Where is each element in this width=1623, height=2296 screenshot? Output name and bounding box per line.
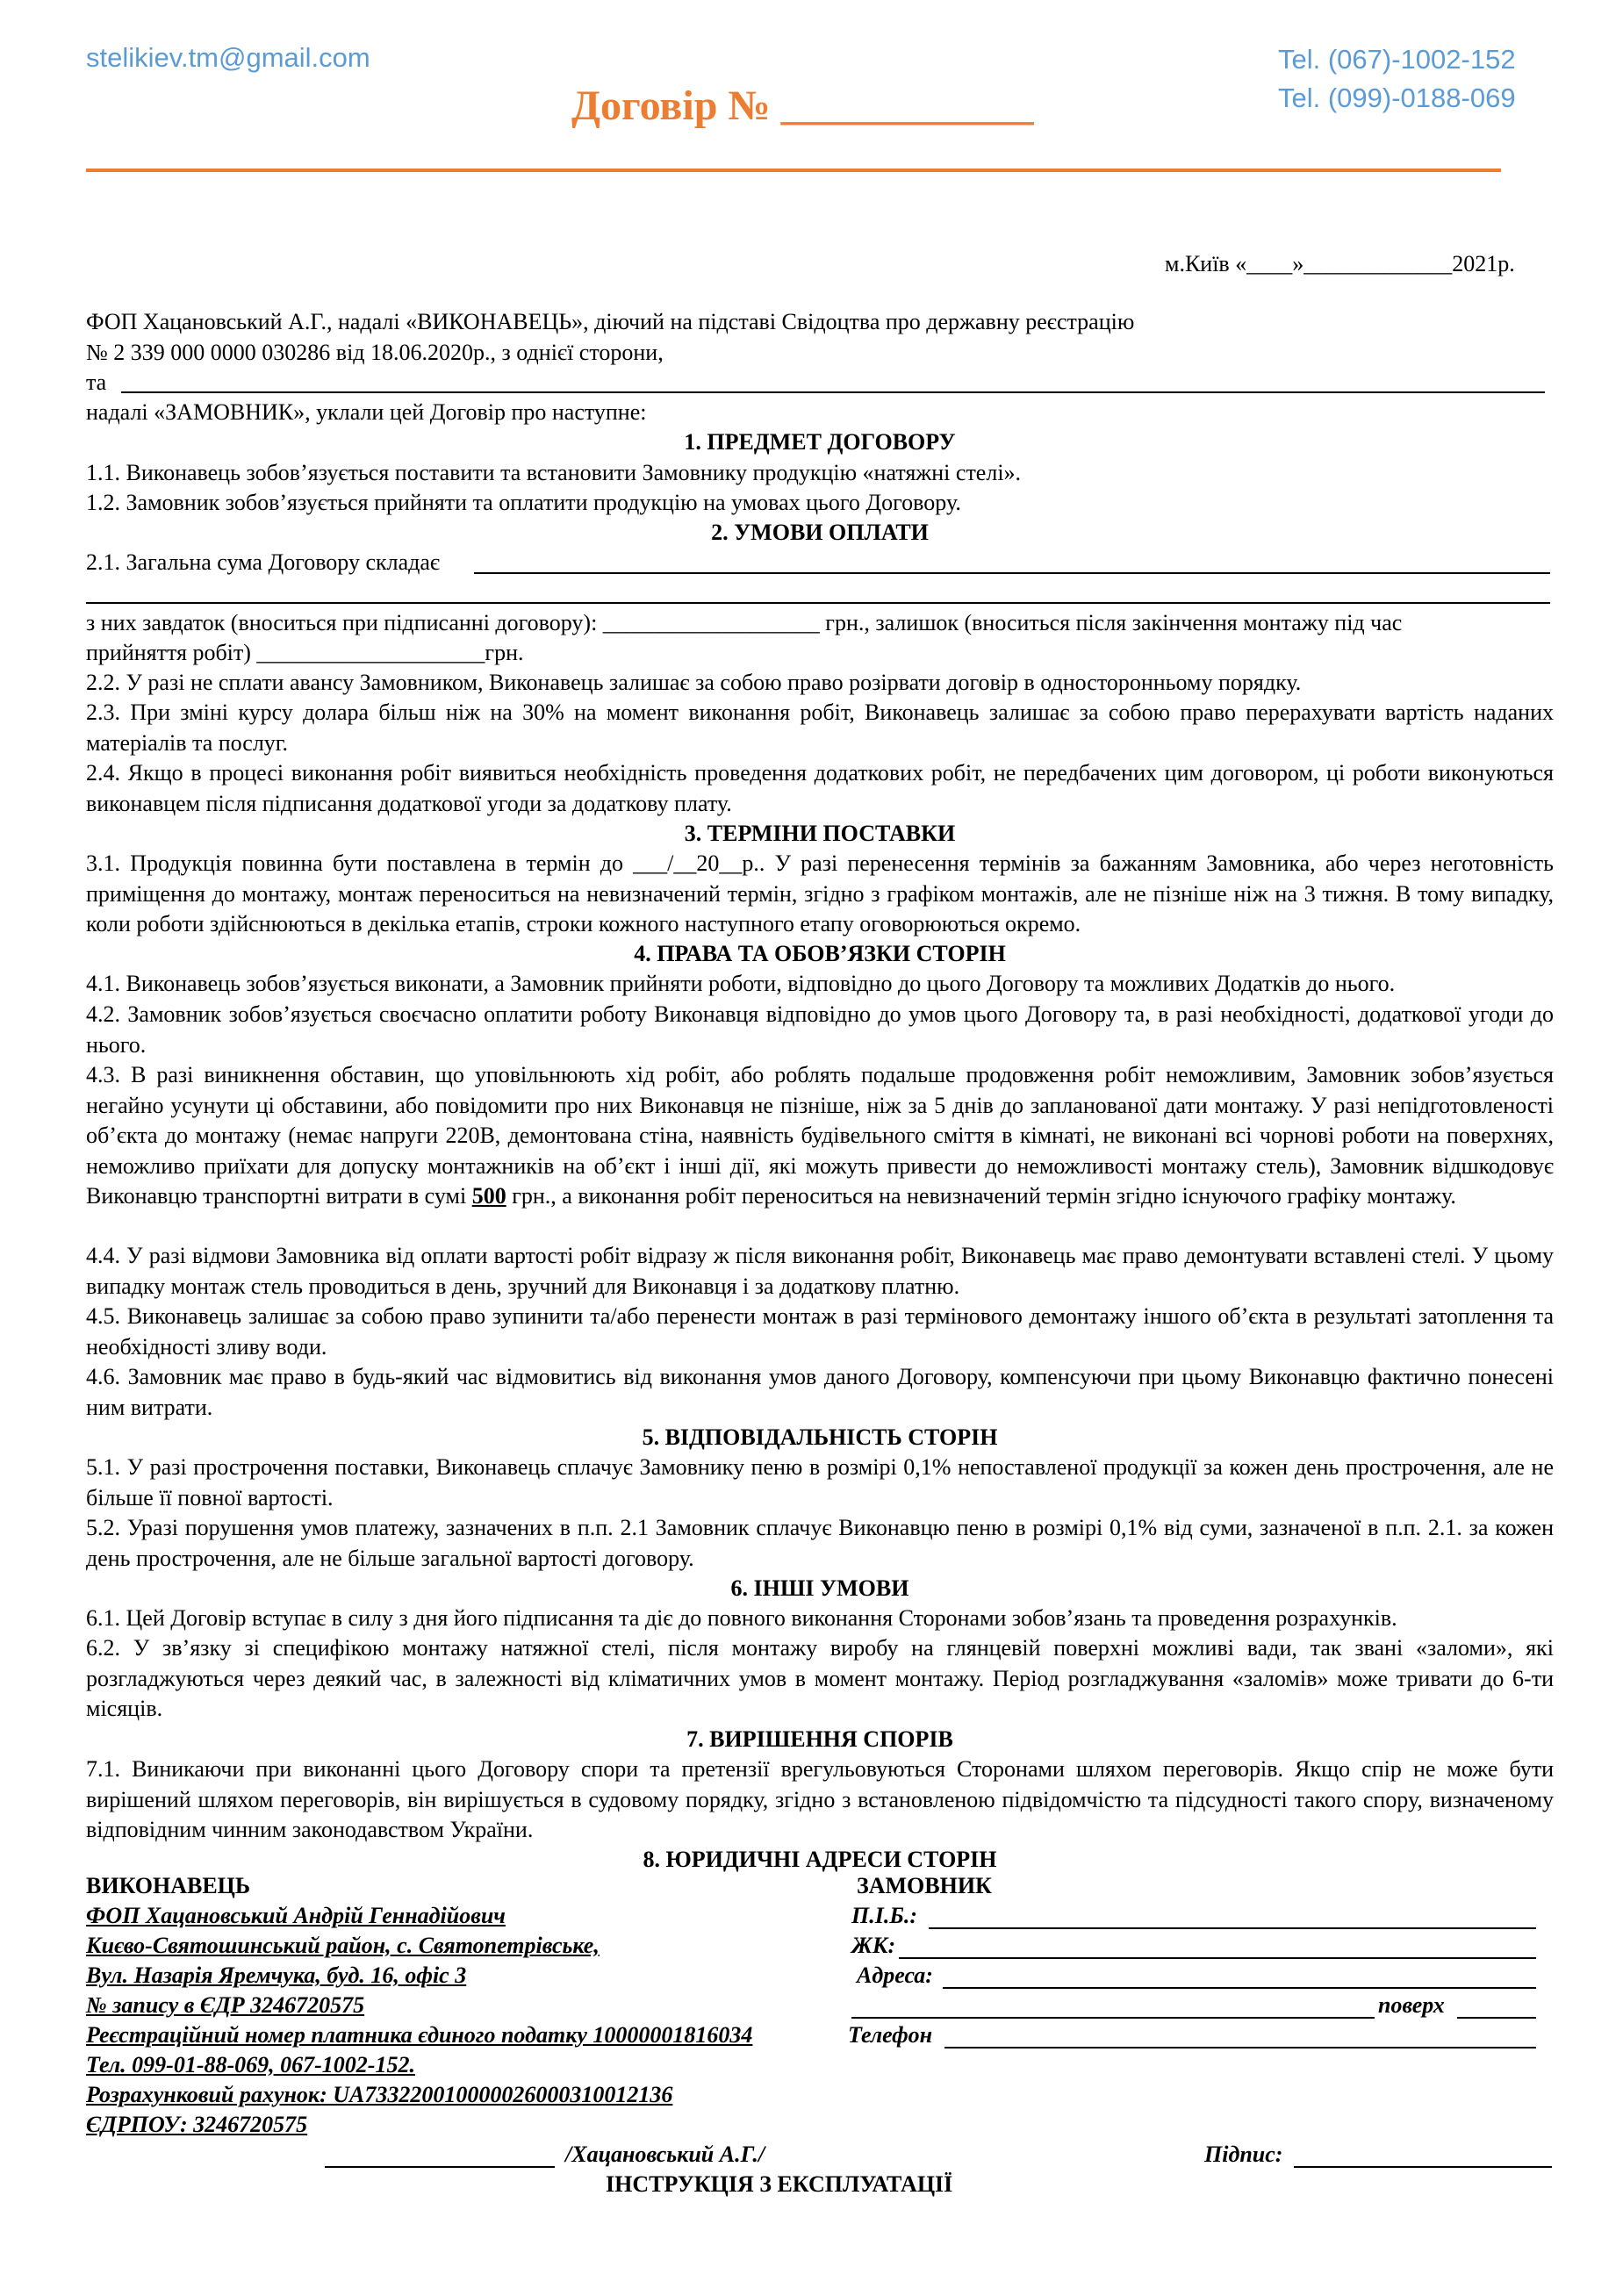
section-4-p4-text: 4.4. У разі відмови Замовника від оплати вартості робіт відразу ж після виконання робіт, Виконавець має право демонтувати вставлені стелі. У цьому випадку монтаж стель проводиться в день, зручний для Виконавця і за додаткову платню. [86, 1243, 1554, 1299]
section-1-p1: 1.1. Виконавець зобов’язується поставити та встановити Замовнику продукцію «натяжні стелі». [86, 460, 1022, 485]
section-4-p6 [86, 1362, 1554, 1423]
section-1-p2: 1.2. Замовник зобов’язується прийняти та оплатити продукцію на умовах цього Договору. [86, 490, 961, 515]
instructions-title: ІНСТРУКЦІЯ З ЕКСПЛУАТАЦІЇ [606, 2171, 953, 2197]
contractor-line-5: Реєстраційний номер платника єдиного податку 10000001816034 [86, 2022, 753, 2048]
section-2-p4 [86, 758, 1554, 819]
section-4-p4 [86, 1241, 1554, 1302]
section-2-p3 [86, 698, 1554, 758]
customer-address-label: Адреса: [857, 1962, 933, 1988]
section-4-p5-text: 4.5. Виконавець залишає за собою право зупинити та/або перенести монтаж в разі термінового демонтажу іншого об’єкта в результаті затоплення та необхідності зливу води. [86, 1303, 1554, 1360]
section-3-title: 3. ТЕРМІНИ ПОСТАВКИ [684, 821, 956, 846]
customer-heading: ЗАМОВНИК [857, 1873, 992, 1898]
section-4-p3-text-a: 4.3. В разі виникнення обставин, що уповільнюють хід робіт, або роблять подальше продовження робіт неможливим, Замовник зобов’язується негайно усунути ці обставини, або повідомити про них Виконавця не пізніше, ніж за 5 днів до запланованої дати монтажу. У разі непідготовленості об’єкта до монтажу (немає напруги 220В, демонтована стіна, наявність будівельного сміття в кімнаті, не виконані всі чорнові роботи на поверхнях, неможливо приїхати для допуску монтажників на об’єкт і інші дії, які можуть привести до неможливості монтажу стель), Замовник відшкодовує Виконавцю транспортні витрати в сумі [86, 1062, 1554, 1209]
section-8-title: 8. ЮРИДИЧНІ АДРЕСИ СТОРІН [643, 1847, 997, 1872]
section-4-p5 [86, 1302, 1554, 1362]
section-2-p2-text: 2.2. У разі не сплати авансу Замовником, Виконавець залишає за собою право розірвати договір в односторонньому порядку. [86, 670, 1302, 695]
section-4-title: 4. ПРАВА ТА ОБОВ’ЯЗКИ СТОРІН [634, 941, 1006, 966]
section-6-p2 [86, 1633, 1554, 1725]
contractor-line-1: ФОП Хацановський Андрій Геннадійович [86, 1903, 506, 1928]
transport-cost-amount: 500 [471, 1183, 506, 1209]
section-2-p1b-a: з них завдаток (вноситься при підписанні договору): ___________________ грн., залишок (вноситься після закінчення монтажу під час [86, 610, 1403, 635]
customer-zhk-blank[interactable] [899, 1957, 1536, 1959]
customer-address-blank-2[interactable] [851, 2017, 1375, 2019]
section-6-p2-text: 6.2. У зв’язку зі специфікою монтажу натяжної стелі, після монтажу виробу на глянцевій поверхні можливі вади, так звані «заломи», які розгладжуються через деякий час, в залежності від кліматичних умов в момент монтажу. Період розгладжування «заломів» може тривати до 6-ти місяців. [86, 1635, 1554, 1721]
contractor-signature-blank[interactable] [325, 2166, 555, 2168]
contractor-line-6: Тел. 099-01-88-069, 067-1002-152. [86, 2052, 415, 2077]
customer-floor-label: поверх [1378, 1992, 1445, 2018]
section-2-p1: 2.1. Загальна сума Договору складає [86, 549, 441, 575]
customer-signature-blank[interactable] [1294, 2166, 1552, 2168]
section-2-p1b-b: прийняття робіт) ____________________грн. [86, 640, 524, 665]
section-4-p3 [86, 1060, 1554, 1212]
customer-pib-blank[interactable] [929, 1927, 1536, 1929]
intro-line-2: № 2 339 000 0000 030286 від 18.06.2020р., з однієї сторони, [86, 340, 664, 365]
section-2-p3-text: 2.3. При зміні курсу долара більш ніж на 30% на момент виконання робіт, Виконавець залишає за собою право перерахувати вартість наданих матеріалів та послуг. [86, 700, 1554, 756]
contractor-heading: ВИКОНАВЕЦЬ [86, 1873, 251, 1898]
section-2-p4-text: 2.4. Якщо в процесі виконання робіт виявиться необхідність проведення додаткових робіт, не передбачених цим договором, ці роботи виконуються виконавцем після підписання додаткової угоди за додаткову плату. [86, 760, 1554, 816]
section-6-p1 [86, 1604, 1554, 1634]
intro-and: та [86, 370, 107, 395]
contractor-line-8: ЄДРПОУ: 3246720575 [86, 2112, 308, 2137]
section-2-p2 [86, 668, 1554, 699]
section-5-p1-text: 5.1. У разі прострочення поставки, Виконавець сплачує Замовнику пеню в розмірі 0,1% непоставленої продукції за кожен день прострочення, але не більше її повної вартості. [86, 1454, 1554, 1510]
section-3-p1-text: 3.1. Продукція повинна бути поставлена в термін до ___/__20__р.. У разі перенесення термінів за бажанням Замовника, або через неготовність приміщення до монтажу, монтаж переноситься на невизначений термін, згідно з графіком монтажів, але не пізніше ніж на 3 тижня. В тому випадку, коли роботи здійснюються в декілька етапів, строки кожного наступного етапу оговорюються окремо. [86, 850, 1554, 936]
customer-floor-blank[interactable] [1457, 2017, 1536, 2019]
section-4-p2-text: 4.2. Замовник зобов’язується своєчасно оплатити роботу Виконавця відповідно до умов цього Договору та, в разі необхідності, додаткової угоди до нього. [86, 1001, 1554, 1058]
customer-pib-label: П.І.Б.: [851, 1903, 918, 1928]
header-phone-2[interactable]: Tel. (099)-0188-069 [1278, 83, 1516, 113]
customer-phone-label: Телефон [848, 2022, 933, 2048]
total-sum-blank-2 [86, 602, 1550, 604]
section-5-p1 [86, 1453, 1554, 1513]
section-4-p3-text-b: грн., а виконання робіт переноситься на невизначений термін згідно існуючого графіку монтажу. [512, 1183, 1456, 1209]
section-2-title: 2. УМОВИ ОПЛАТИ [711, 520, 929, 545]
intro-line-4: надалі «ЗАМОВНИК», уклали цей Договір про наступне: [86, 399, 647, 425]
section-4-p1 [86, 969, 1554, 1000]
customer-name-blank [121, 391, 1545, 393]
intro-line-3 [86, 368, 106, 398]
section-6-title: 6. ІНШІ УМОВИ [730, 1575, 909, 1601]
section-1-title: 1. ПРЕДМЕТ ДОГОВОРУ [684, 429, 956, 455]
section-5-p2-text: 5.2. Уразі порушення умов платежу, зазначених в п.п. 2.1 Замовник сплачує Виконавцю пеню в розмірі 0,1% від суми, зазначеної в п.п. 2.1. за кожен день прострочення, але не більше загальної вартості договору. [86, 1515, 1554, 1571]
total-sum-blank [474, 572, 1550, 574]
header-phone-1[interactable]: Tel. (067)-1002-152 [1278, 44, 1516, 75]
header-email[interactable]: stelikiev.tm@gmail.com [86, 42, 370, 73]
section-3-p1 [86, 849, 1554, 940]
contractor-line-2: Києво-Святошинський район, с. Святопетрівське, [86, 1933, 600, 1958]
section-6-p1-text: 6.1. Цей Договір вступає в силу з дня його підписання та діє до повного виконання Сторонами зобов’язань та проведення розрахунків. [86, 1605, 1397, 1631]
contractor-signature-name: /Хацановський А.Г./ [565, 2142, 765, 2167]
customer-zhk-label: ЖК: [851, 1933, 896, 1958]
customer-signature-label: Підпис: [1204, 2142, 1283, 2167]
section-4-p2 [86, 1000, 1554, 1060]
section-5-p2 [86, 1513, 1554, 1574]
place-date: м.Київ «____»_____________2021р. [1165, 251, 1515, 276]
header-divider [86, 169, 1501, 172]
contractor-line-7: Розрахунковий рахунок: UA733220010000026000310012136 [86, 2082, 673, 2107]
section-4-p6-text: 4.6. Замовник має право в будь-який час відмовитись від виконання умов даного Договору, компенсуючи при цьому Виконавцю фактично понесені ним витрати. [86, 1364, 1554, 1420]
section-7-title: 7. ВИРІШЕННЯ СПОРІВ [686, 1726, 953, 1752]
contractor-line-3: Вул. Назарія Яремчука, буд. 16, офіс 3 [86, 1962, 467, 1988]
contractor-line-4: № запису в ЄДР 3246720575 [86, 1992, 365, 2018]
contract-title: Договір № ____________ [571, 83, 1034, 129]
section-5-title: 5. ВІДПОВІДАЛЬНІСТЬ СТОРІН [642, 1424, 998, 1450]
section-4-p1-text: 4.1. Виконавець зобов’язується виконати, а Замовник прийняти роботи, відповідно до цього Договору та можливих Додатків до нього. [86, 971, 1396, 996]
section-7-p1-text: 7.1. Виникаючи при виконанні цього Договору спори та претензії врегульовуються Сторонами шляхом переговорів. Якщо спір не може бути вирішений шляхом переговорів, він вирішується в судовому порядку, згідно з встановленою підвідомчістю та підсудності такого спору, визначеному відповідним чинним законодавством України. [86, 1756, 1554, 1842]
section-7-p1 [86, 1754, 1554, 1846]
customer-phone-blank[interactable] [944, 2047, 1536, 2048]
intro-line-1: ФОП Хацановський А.Г., надалі «ВИКОНАВЕЦЬ», діючий на підставі Свідоцтва про державну реєстрацію [86, 309, 1135, 334]
customer-address-blank[interactable] [943, 1987, 1536, 1989]
